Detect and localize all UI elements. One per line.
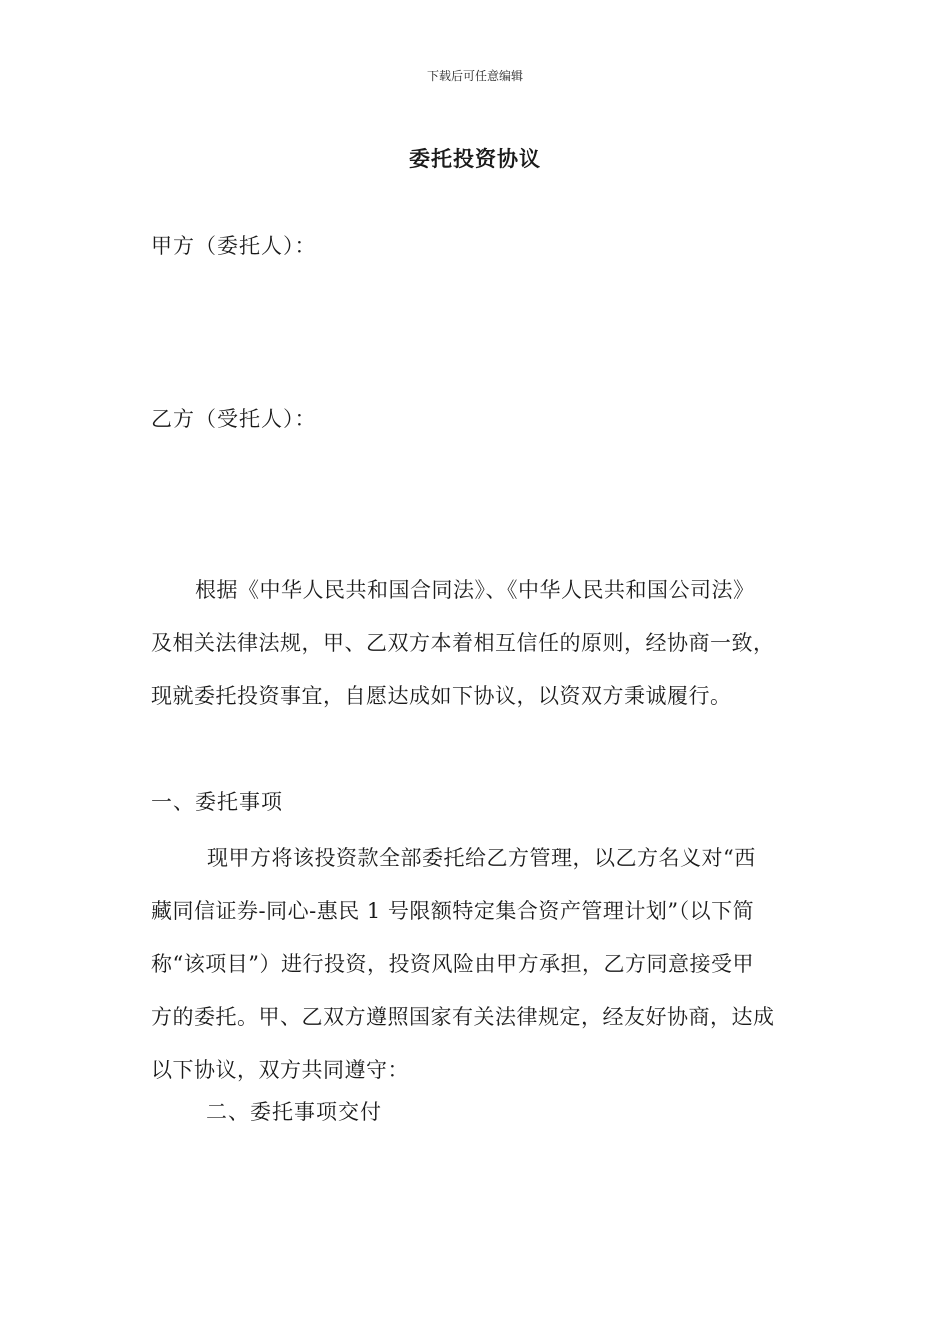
preamble-line: 及相关法律法规，甲、乙双方本着相互信任的原则，经协商一致， [151,631,775,655]
preamble-line: 根据《中华人民共和国合同法》、《中华人民共和国公司法》 [195,578,755,602]
section-1-heading: 一、委托事项 [151,790,283,814]
party-a-label: 甲方（委托人）： [151,234,317,258]
section-1-paragraph [151,832,811,1097]
section-1-line: 以下协议，双方共同遵守： [151,1058,409,1082]
document-title: 委托投资协议 [409,147,541,171]
section-1-line: 现甲方将该投资款全部委托给乙方管理，以乙方名义对“西 [207,846,756,870]
preamble-paragraph [151,564,811,723]
section-2-heading: 二、委托事项交付 [206,1100,382,1124]
header-note: 下载后可任意编辑 [426,69,523,83]
section-1-line: 方的委托。甲、乙双方遵照国家有关法律规定，经友好协商，达成 [151,1005,775,1029]
section-1-line: 称“该项目”）进行投资，投资风险由甲方承担，乙方同意接受甲 [151,952,754,976]
section-1-line: 藏同信证券-同心-惠民 1 号限额特定集合资产管理计划”（以下简 [151,899,755,923]
preamble-line: 现就委托投资事宜，自愿达成如下协议，以资双方秉诚履行。 [151,684,732,708]
party-b-label: 乙方（受托人）： [151,407,317,431]
